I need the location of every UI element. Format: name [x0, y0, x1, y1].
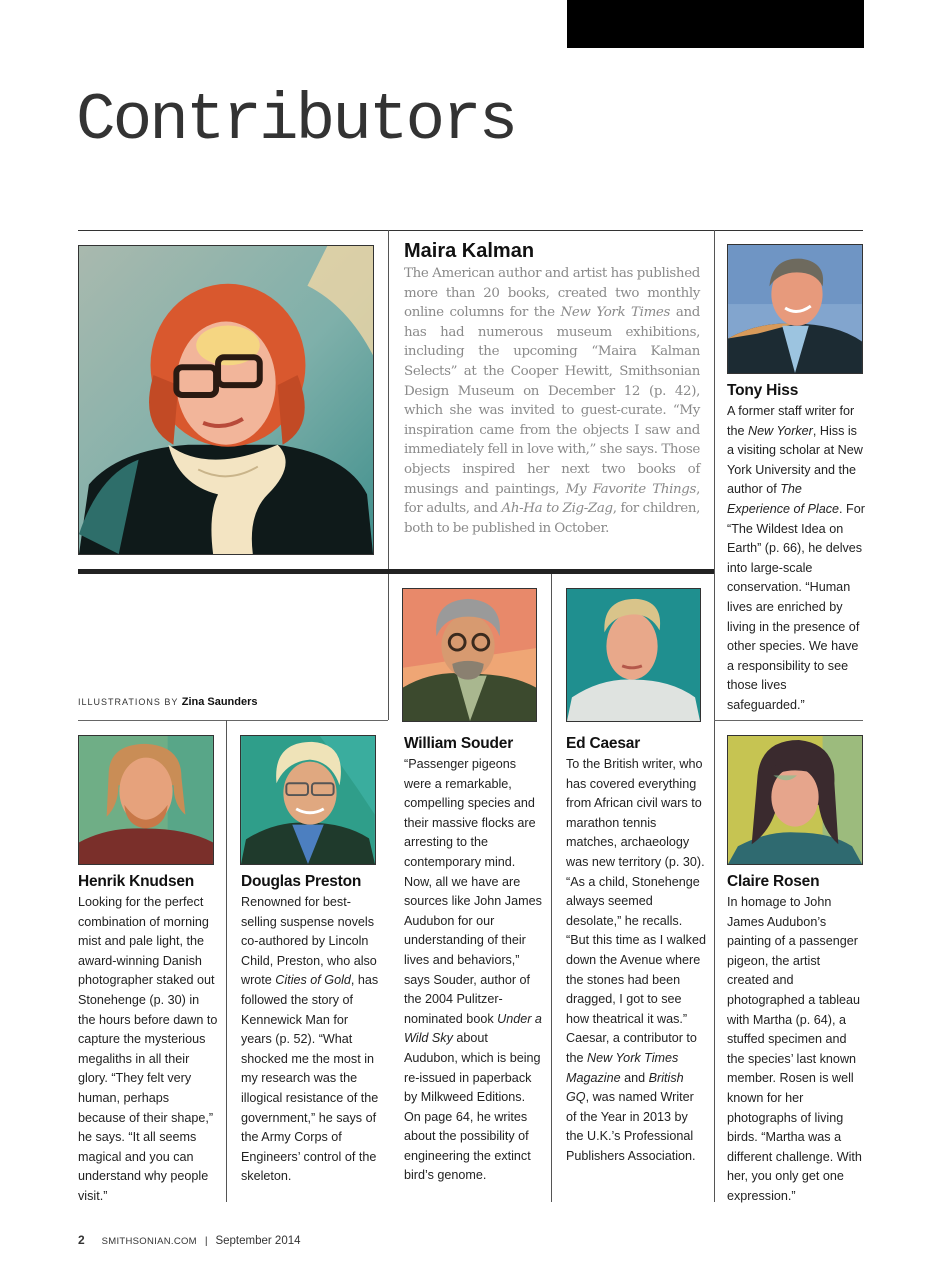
bio-text: and [620, 1070, 649, 1085]
header-black-bar [567, 0, 864, 48]
illustration-credit [78, 696, 258, 708]
bio-text: . For “The Wildest Idea on Earth” (p. 66), he delves into large-scale conservation. “Human lives are enriched by living in the presence of other species. We have a responsibility to see those lives safeguarded.” [727, 501, 865, 712]
bio-text: Renowned for best-selling suspense novels co-authored by Lincoln Child, Preston, who also wrote [241, 895, 377, 988]
italic-title: New York Times Magazine [566, 1050, 679, 1085]
page-title-text: Contributors [76, 83, 516, 158]
bio-text: , Hiss is a visiting scholar at New York University and the author of [727, 423, 863, 497]
credit-artist: Zina Saunders [181, 696, 258, 708]
portrait-henrik-knudsen [78, 735, 214, 865]
bio-text: In homage to John James Audubon’s painting of a passenger pigeon, the artist created and photographed a tableau with Martha (p. 64), a stuffed specimen and the species’ last known member. Rosen is well known for her photographs of living birds. “Martha was a different challenge. With her, you only get one expression.” [727, 895, 862, 1203]
bio-text: Looking for the perfect combination of morning mist and pale light, the award-winning Danish photographer staked out Stonehenge (p. 30) in the hours before dawn to capture the mysterious megaliths in all their glory. “They felt very human, perhaps because of their shape,” he says. “It all seems magical and you can understand why people visit.” [78, 895, 218, 1203]
credit-prefix: ILLUSTRATIONS BY [78, 697, 179, 707]
bio-text: about Audubon, which is being re-issued in paperback by Milkweed Editions. On page 64, he writes about the possibility of engineering the extinct bird’s genome. [404, 1031, 541, 1183]
page-footer [78, 1233, 301, 1247]
contributor-name: Ed Caesar [566, 735, 641, 752]
bio-text: , for children, both to be published in October. [404, 501, 700, 536]
divider-vertical-4 [226, 720, 227, 1202]
contributor-bio [241, 893, 381, 1187]
divider-vertical-3 [551, 574, 552, 1202]
divider-vertical-2 [714, 230, 715, 1202]
thick-rule [78, 569, 714, 574]
portrait-ed-caesar [566, 588, 701, 722]
italic-title: Ah-Ha to Zig-Zag [501, 501, 613, 517]
bio-text: To the British writer, who has covered everything from African civil wars to marathon tennis matches, archaeology was new territory (p. 30). “As a child, Stonehenge always seemed desolate,” he recalls. “But this time as I walked down the Avenue where the stones had been dragged, I got to see how theatrical it was.” Caesar, a contributor to the [566, 757, 706, 1065]
page-title [76, 80, 515, 158]
bio-text: “Passenger pigeons were a remarkable, compelling species and their massive flocks are arresting to the contemporary mind. Now, all we have are sources like John James Audubon for our understanding of their lives and behaviors,” says Souder, author of the 2004 Pulitzer-nominated book [404, 757, 542, 1026]
top-rule [78, 230, 863, 231]
contributor-name: Claire Rosen [727, 873, 820, 890]
portrait-illustration-icon [403, 589, 536, 721]
page-number: 2 [78, 1233, 85, 1247]
portrait-illustration-icon [79, 736, 213, 864]
portrait-illustration-icon [728, 245, 862, 373]
contributor-name: Douglas Preston [241, 873, 362, 890]
italic-title: Cities of Gold [275, 973, 351, 988]
bio-text: The American author and artist has published more than 20 books, created two monthly online columns for the [404, 266, 700, 321]
contributor-bio [404, 264, 700, 538]
italic-title: New Yorker [748, 423, 813, 438]
row2-rule-right [714, 720, 863, 721]
contributor-bio [404, 755, 544, 1186]
portrait-illustration-icon [241, 736, 375, 864]
portrait-douglas-preston [240, 735, 376, 865]
contributor-bio [566, 755, 706, 1166]
italic-title: New York Times [560, 305, 671, 321]
bio-text: A former staff writer for the [727, 404, 855, 438]
divider-vertical-1 [388, 230, 389, 720]
portrait-illustration-icon [567, 589, 700, 721]
portrait-claire-rosen [727, 735, 863, 865]
italic-title: The Experience of Place [727, 482, 840, 516]
contributor-bio [78, 893, 218, 1207]
italic-title: Under a Wild Sky [404, 1011, 542, 1046]
row2-rule-left [78, 720, 388, 721]
bio-text: , was named Writer of the Year in 2013 by the U.K.’s Professional Publishers Association. [566, 1090, 696, 1163]
italic-title: My Favorite Things [565, 481, 697, 497]
footer-issue: September 2014 [215, 1235, 301, 1247]
contributor-bio [727, 893, 865, 1207]
contributor-name: Henrik Knudsen [78, 873, 195, 890]
portrait-maira-kalman [78, 245, 374, 555]
portrait-william-souder [402, 588, 537, 722]
footer-site: SMITHSONIAN.COM [101, 1236, 197, 1247]
contributor-bio [727, 402, 865, 716]
bio-text: , for adults, and [404, 481, 700, 517]
contributor-name: Maira Kalman [404, 240, 535, 262]
italic-title: British GQ [566, 1070, 684, 1105]
portrait-illustration-icon [728, 736, 862, 864]
bio-text: , has followed the story of Kennewick Man for years (p. 52). “What shocked me the most in my research was the illogical resistance of the government,” he says of the Army Corps of Engineers’ control of the skeleton. [241, 973, 379, 1184]
contributor-name: William Souder [404, 735, 514, 752]
footer-separator: | [204, 1235, 208, 1247]
portrait-illustration-icon [79, 246, 373, 554]
contributor-name: Tony Hiss [727, 382, 799, 399]
portrait-tony-hiss [727, 244, 863, 374]
bio-text: and has had numerous museum exhibitions, including the upcoming “Maira Kalman Selects” at the Cooper Hewitt, Smithsonian Design Museum on December 12 (p. 42), which she was invited to guest-curate. “My inspiration came from the objects I saw and immediately fell in love with,” she says. Those objects inspired her next two books of musings and paintings, [404, 305, 700, 497]
